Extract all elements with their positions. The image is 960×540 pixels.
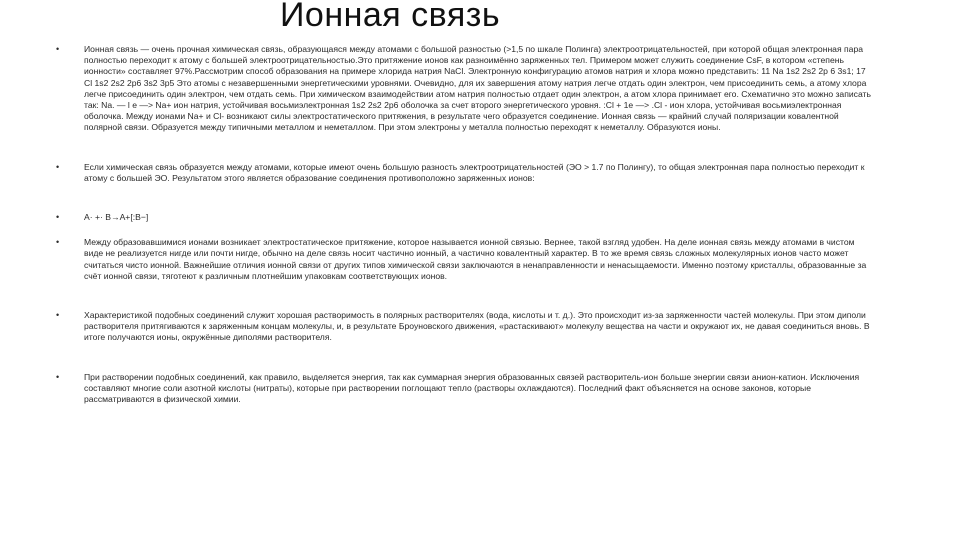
- bullet-item-dissolution-energy: [56, 372, 876, 406]
- bullet-text: Ионная связь — очень прочная химическая связь, образующаяся между атомами с большой разностью (>1,5 по шкале Полинга) электроотрицательностей, при которой общая электронная пара полностью переходит к атому с большей электроотрицательностью.Это притяжение ионов как разноимённо заряженных тел. Примером может служить соединение CsF, в котором «степень ионности» составляет 97%.Рассмотрим способ образования на примере хлорида натрия NaCl. Электронную конфигурацию атомов натрия и хлора можно представить: 11 Na 1s2 2s2 2p 6 3s1; 17 Cl 1s2 2s2 2p6 3s2 3р5 Это атомы с незавершенными энергетическими уровнями. Очевидно, для их завершения атому натрия легче отдать один электрон, чем присоединить семь, а атому хлора легче присоединить один электрон, чем отдать семь. При химическом взаимодействии атом натрия полностью отдает один электрон, а атом хлора принимает его. Схематично это можно записать так: Na. — l е —> Na+ ион натрия, устойчивая восьмиэлектронная 1s2 2s2 2p6 оболочка за счет второго энергетического уровня. :Cl + 1е —> .Cl - ион хлора, устойчивая восьмиэлектронная оболочка. Между ионами Na+ и Cl- возникают силы электростатического притяжения, в результате чего образуется соединение. Ионная связь — крайний случай поляризации ковалентной полярной связи. Образуется между типичными металлом и неметаллом. При этом электроны у металла полностью переходят к неметаллу. Образуются ионы.: [84, 44, 871, 133]
- bullet-text: Характеристикой подобных соединений служит хорошая растворимость в полярных растворителях (вода, кислоты и т. д.). Это происходит из-за заряженности частей молекулы. При этом диполи растворителя притягиваются к заряженным концам молекулы, и, в результате Броуновского движения, «растаскивают» молекулу вещества на части и окружают их, не давая соединиться вновь. В итоге получаются ионы, окружённые диполями растворителя.: [84, 310, 870, 343]
- bullet-marker: •: [56, 212, 60, 223]
- bullet-text: Если химическая связь образуется между атомами, которые имеют очень большую разность электроотрицательностей (ЭО > 1.7 по Полингу), то общая электронная пара полностью переходит к атому с большей ЭО. Результатом этого является образование соединения противоположно заряженных ионов:: [84, 161, 865, 183]
- bullet-marker: •: [56, 371, 60, 382]
- bullet-item-electrostatic-attraction: [56, 237, 876, 282]
- slide-title: Ионная связь: [279, 0, 501, 34]
- bullet-item-solubility: [56, 310, 876, 344]
- bullet-item-equation: [56, 212, 876, 223]
- bullet-item-ionic-bond-definition: [56, 44, 876, 134]
- bullet-marker: •: [56, 44, 60, 54]
- bullet-text: При растворении подобных соединений, как правило, выделяется энергия, так как суммарная энергия образованных связей растворитель-ион больше энергии связи анион-катион. Исключения составляют многие соли азотной кислоты (нитраты), которые при растворении поглощают тепло (растворы охлаждаются). Последний факт объясняется на основе законов, которые рассматриваются в физической химии.: [84, 371, 860, 405]
- bullet-item-electronegativity: [56, 162, 876, 184]
- bullet-marker: •: [56, 237, 60, 248]
- bullet-marker: •: [56, 310, 60, 321]
- bullet-text: Между образовавшимися ионами возникает электростатическое притяжение, которое называется ионной связью. Вернее, такой взгляд удобен. На деле ионная связь между атомами в чистом виде не реализуется нигде или почти нигде, обычно на деле связь носит частично ионный, а частично ковалентный характер. В то же время связь сложных молекулярных ионов часто может считаться чисто ионной. Важнейшие отличия ионной связи от других типов химической связи заключаются в ненаправленности и ненасыщаемости. Именно поэтому кристаллы, образованные за счёт ионной связи, тяготеют к различным плотнейшим упаковкам соответствующих ионов.: [84, 237, 867, 281]
- bullet-text: A· +· B→A+[:B−]: [84, 212, 149, 223]
- bullet-marker: •: [56, 161, 60, 172]
- bullet-list: [56, 40, 876, 405]
